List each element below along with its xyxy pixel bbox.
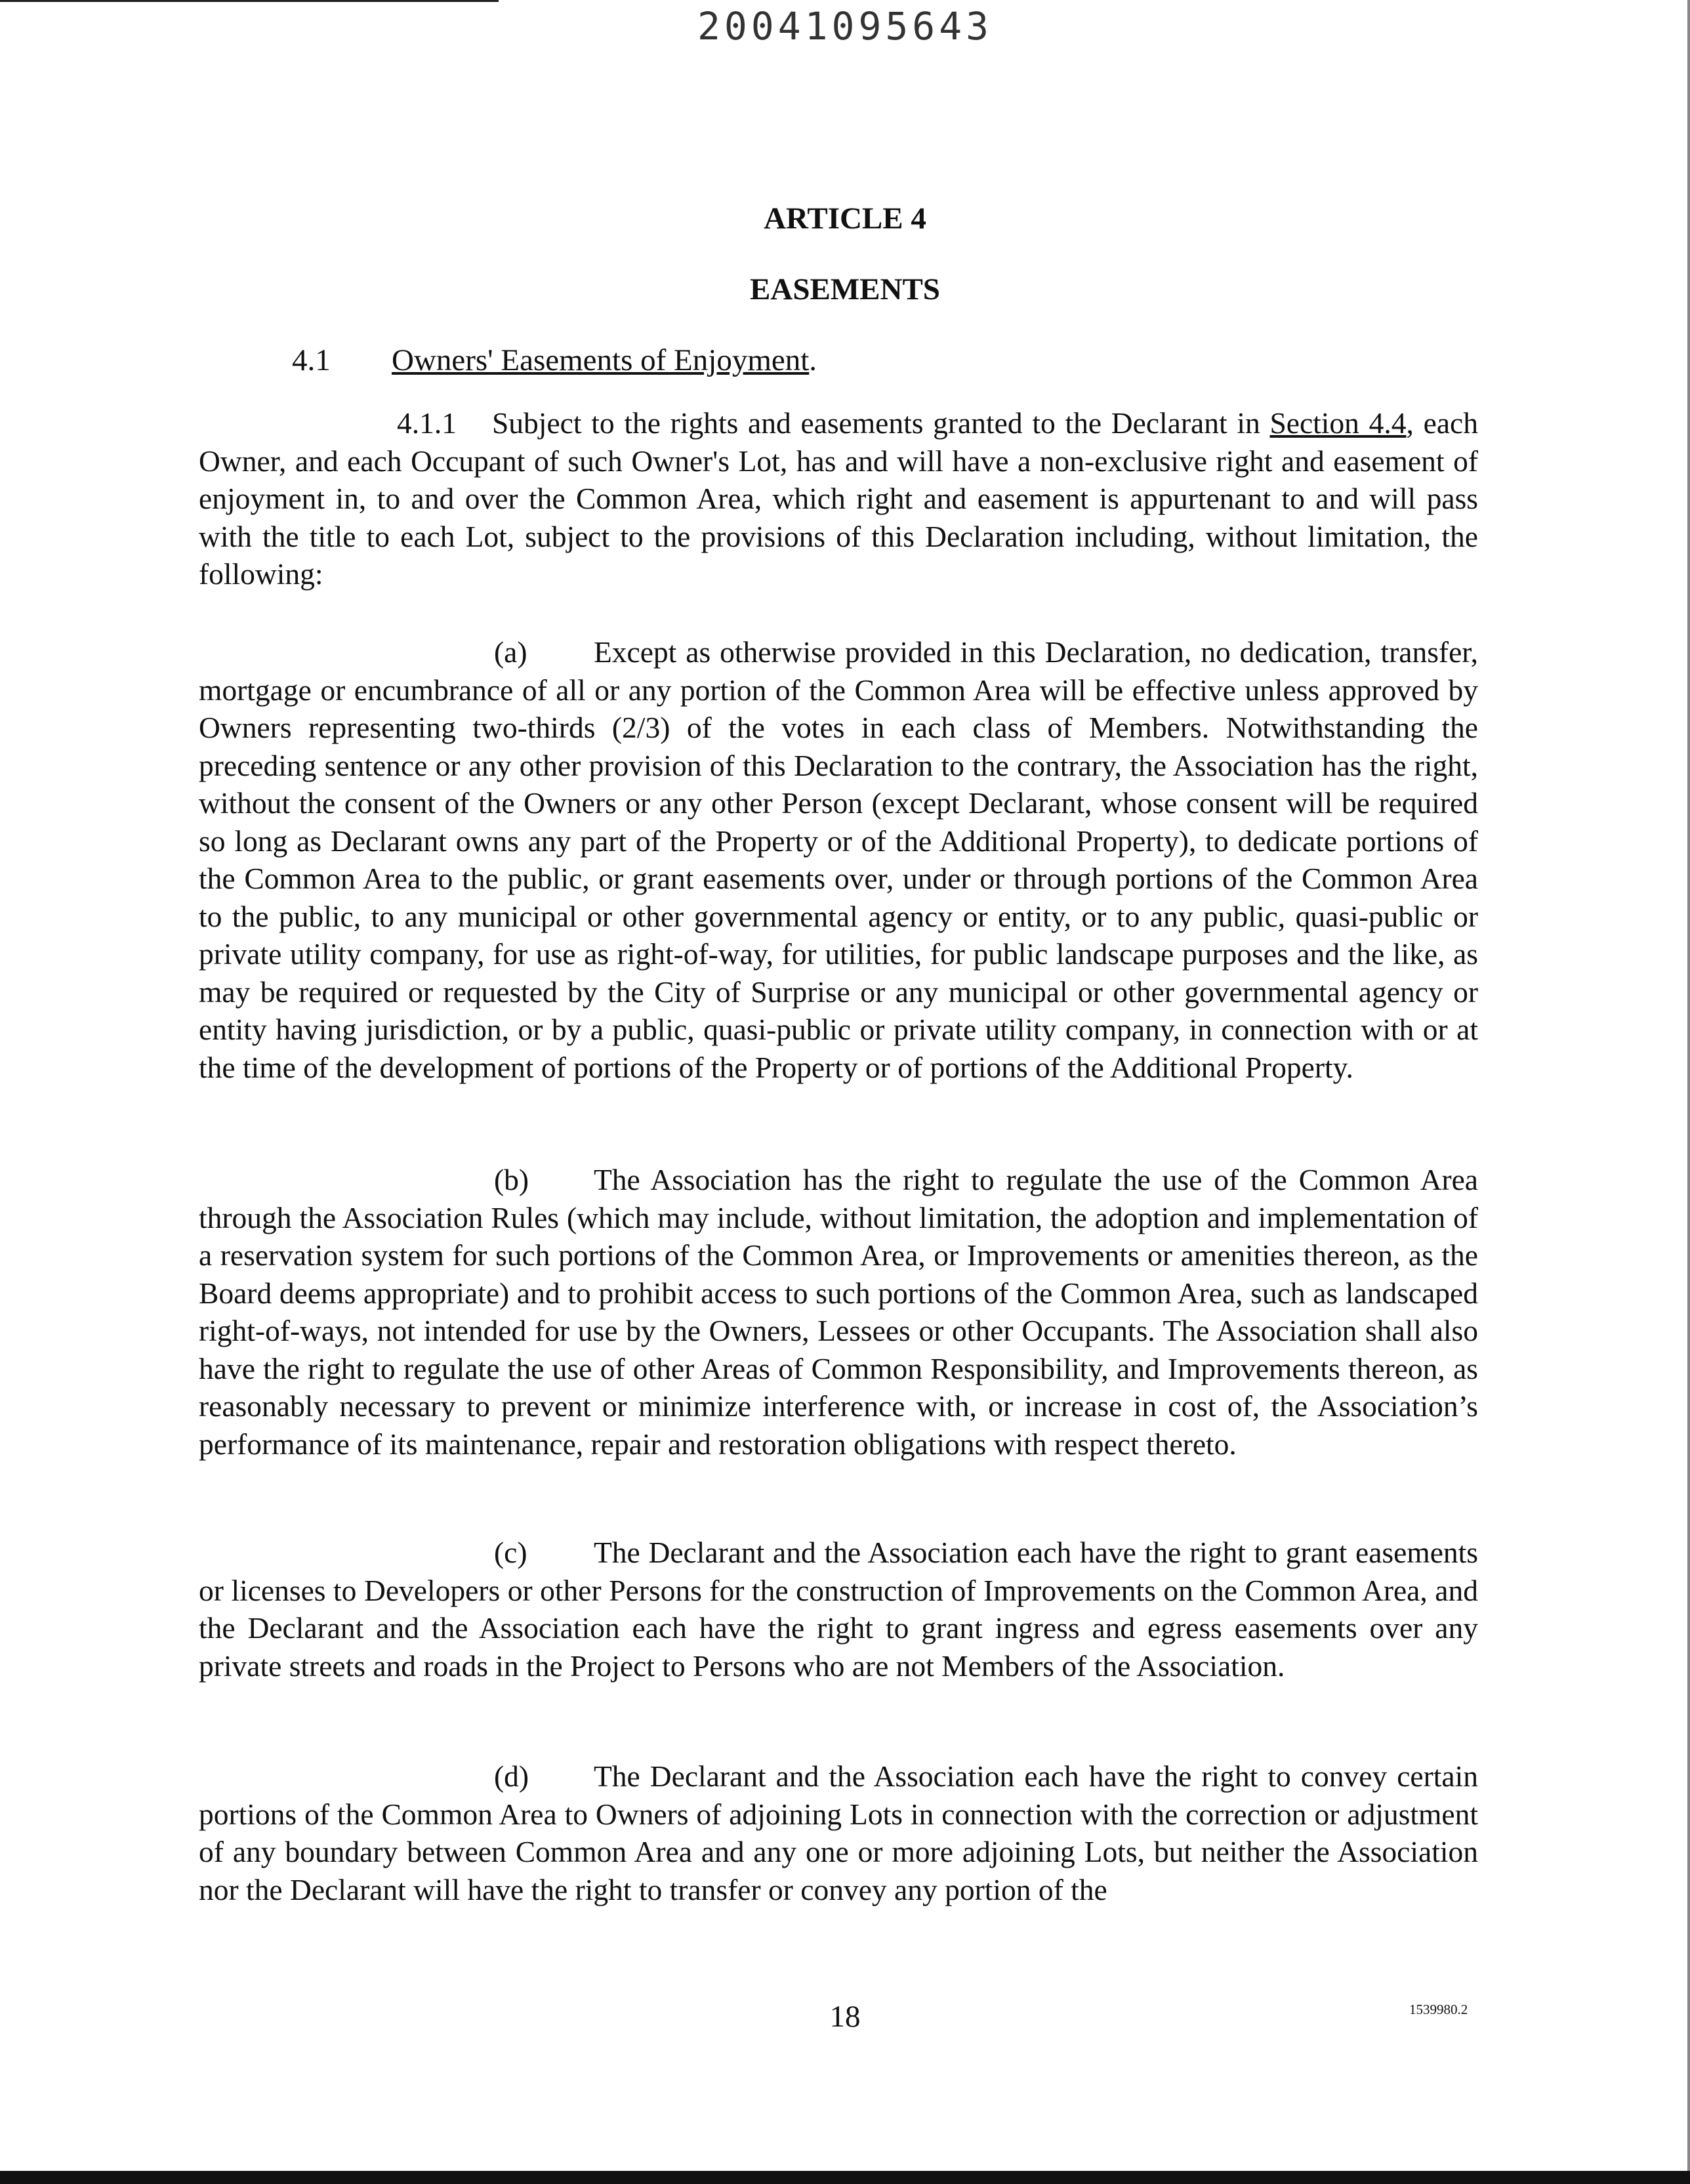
- subparagraph-d-label: (d): [494, 1759, 529, 1793]
- subparagraph-d: [199, 1757, 1478, 1908]
- subparagraph-b: [199, 1161, 1478, 1463]
- subparagraph-c-text: The Declarant and the Association each have the right to grant easements or licenses to Developers or other Persons for the construction of Improvements on the Common Area, and the Declarant and the Association each have the right to grant ingress and egress easements over any private streets and roads in the Project to Persons who are not Members of the Association.: [199, 1536, 1478, 1683]
- paragraph-4-1-1: [199, 404, 1478, 593]
- subparagraph-a: [199, 633, 1478, 1086]
- section-4-4-reference: Section 4.4: [1269, 406, 1407, 440]
- article-subtitle: EASEMENTS: [750, 272, 940, 306]
- subparagraph-b-text: The Association has the right to regulate the use of the Common Area through the Association Rules (which may include, without limitation, the adoption and implementation of a reservation system for such portions of the Common Area, or Improvements or amenities thereon, as the Board deems appropriate) and to prohibit access to such portions of the Common Area, such as landscaped right-of-ways, not intended for use by the Owners, Lessees or other Occupants. The Association shall also have the right to regulate the use of other Areas of Common Responsibility, and Improvements thereon, as reasonably necessary to prevent or minimize interference with, or increase in cost of, the Association’s performance of its maintenance, repair and restoration obligations with respect thereto.: [199, 1163, 1478, 1461]
- subparagraph-d-text: The Declarant and the Association each have the right to convey certain portions of the Common Area to Owners of adjoining Lots in connection with the correction or adjustment of any boundary between Common Area and any one or more adjoining Lots, but neither the Association nor the Declarant will have the right to transfer or convey any portion of the: [199, 1759, 1478, 1906]
- paragraph-4-1-1-number: 4.1.1: [397, 406, 457, 440]
- scan-right-edge: [1687, 0, 1690, 2184]
- scan-bottom-line: [0, 2171, 1690, 2184]
- section-heading: [292, 343, 817, 378]
- subparagraph-c: [199, 1534, 1478, 1685]
- article-title: ARTICLE 4: [764, 201, 926, 236]
- section-title: Owners' Easements of Enjoyment: [392, 343, 810, 377]
- paragraph-4-1-1-text-after: , each Owner, and each Occupant of such Owner's Lot, has and will have a non-exclusive right and easement of enjoyment in, to and over the Common Area, which right and easement is appurtenant to and will pass with the title to each Lot, subject to the provisions of this Declaration including, without limitation, the following:: [199, 406, 1478, 591]
- scan-top-line: [0, 0, 499, 2]
- subparagraph-a-label: (a): [494, 635, 527, 669]
- subparagraph-c-label: (c): [494, 1536, 527, 1569]
- subparagraph-b-label: (b): [494, 1163, 529, 1196]
- document-id: 1539980.2: [1409, 2002, 1468, 2017]
- page-number: 18: [829, 2000, 861, 2034]
- section-number: 4.1: [292, 343, 331, 377]
- recording-number: 20041095643: [697, 4, 993, 49]
- subparagraph-a-text: Except as otherwise provided in this Declaration, no dedication, transfer, mortgage or encumbrance of all or any portion of the Common Area will be effective unless approved by Owners representing two-thirds (2/3) of the votes in each class of Members. Notwithstanding the preceding sentence or any other provision of this Declaration to the contrary, the Association has the right, without the consent of the Owners or any other Person (except Declarant, whose consent will be required so long as Declarant owns any part of the Property or of the Additional Property), to dedicate portions of the Common Area to the public, or grant easements over, under or through portions of the Common Area to the public, to any municipal or other governmental agency or entity, or to any public, quasi-public or private utility company, for use as right-of-way, for utilities, for public landscape purposes and the like, as may be required or requested by the City of Surprise or any municipal or other governmental agency or entity having jurisdiction, or by a public, quasi-public or private utility company, in connection with or at the time of the development of portions of the Property or of portions of the Additional Property.: [199, 635, 1478, 1084]
- paragraph-4-1-1-text-before: Subject to the rights and easements granted to the Declarant in: [492, 406, 1270, 440]
- section-title-period: .: [809, 343, 817, 377]
